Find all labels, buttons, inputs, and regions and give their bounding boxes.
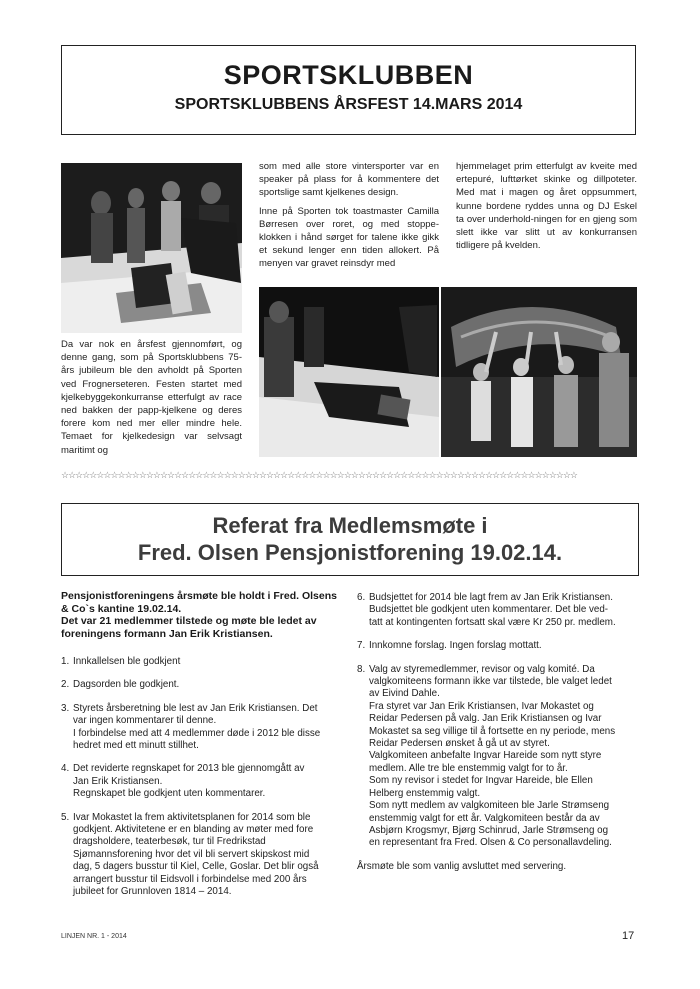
article-column-2 xyxy=(259,160,439,276)
header-box xyxy=(61,45,636,135)
referat-title-box xyxy=(61,503,639,576)
item-number: 3. xyxy=(61,702,70,714)
item-text: Det reviderte regnskapet for 2013 ble gjennomgått av Jan Erik Kristiansen. Regnskapet ble godkjent uten kommentarer. xyxy=(73,763,305,800)
item-text: Ivar Mokastet la frem aktivitetsplanen for 2014 som ble godkjent. Aktivitetene er en blanding av møter med fore dragsholdere, teaterbesøk, tur til Fredrikstad Sjømannsforening hvor det vil bli servert skipskost mid dag, 5 dagers busstur til Kiel, Celle, Goslar. Det blir også arrangert busstur til Eidsvoll i forbindelse med 200 års jubileet for Grunnloven 1814 – 2014. xyxy=(73,811,319,898)
list-item xyxy=(61,679,346,691)
referat-title-line2: Fred. Olsen Pensjonistforening 19.02.14. xyxy=(137,540,563,565)
item-number: 5. xyxy=(61,811,70,823)
page-number: 17 xyxy=(622,930,635,942)
list-item xyxy=(61,812,346,899)
item-text: Valg av styremedlemmer, revisor og valg komité. Da valgkomiteens formann ikke var tilstede, ble valget ledet av Eivind Dahle. Fra styret var Jan Erik Kristiansen, Ivar Mokastet og Reidar Pedersen på valg. Jan Erik Kristiansen og Ivar Mokastet sa seg villige til å fortsette en ny periode, mens Reidar Pedersen ønsket å gå ut av styret. Valgkomiteen anbefalte Ingvar Hareide som nytt styre medlem. Alle tre ble enstemmig valgt for to år. Som ny revisor i stedet for Ingvar Hareide, ble Ellen Helberg enstemmig valgt. Som nytt medlem av valgkomiteen ble Jarle Strømseng enstemmig valgt for ett år. Valgkomiteen består da av Asbjørn Krogsmyr, Bjørg Schinrud, Jarle Strømseng og en representant fra Fred. Olsen & Co personallavdeling. xyxy=(369,663,616,849)
photo-sled-snow xyxy=(259,287,439,457)
photo-sled-race xyxy=(61,163,242,333)
item-text: Dagsorden ble godkjent. xyxy=(73,679,180,691)
item-number: 4. xyxy=(61,763,70,775)
list-item xyxy=(357,664,647,850)
item-number: 1. xyxy=(61,656,70,667)
item-text: Innkallelsen ble godkjent xyxy=(73,656,181,667)
item-number: 8. xyxy=(357,663,366,675)
photo-carrying-sled xyxy=(441,287,637,457)
page-subtitle: SPORTSKLUBBENS ÅRSFEST 14.MARS 2014 xyxy=(174,96,523,113)
list-item xyxy=(61,703,346,753)
list-item xyxy=(357,640,647,652)
article-paragraph: Inne på Sporten tok toastmaster Camilla Børresen over roret, og med stoppe-klokken i hånd sørget for talene ikke gikk et sekund lenger enn tiden allokert. På menyen var gravet reinsdyr med xyxy=(259,205,439,270)
article-column-3 xyxy=(456,160,637,257)
page-title: SPORTSKLUBBEN xyxy=(223,60,474,90)
article-paragraph: hjemmelaget prim etterfulgt av kveite med ertepuré, lufttørket skinke og dillpoteter. Med mat i magen og året oppsummert, kunne bordene ryddes unna og DJ Eskel ta over underhold-ningen for en gjeng som slett ikke var slitt ut av konkurransen tidligere på kvelden. xyxy=(456,161,637,252)
item-number: 6. xyxy=(357,592,366,603)
footer-issue: LINJEN NR. 1 - 2014 xyxy=(61,933,127,940)
article-paragraph: Da var nok en årsfest gjennomført, og denne gang, som på Sportsklubbens 75-års jubileum ble den avholdt på Sporten ved Frognerseteren. Festen startet med kjelkebyggekonkurranse etterfulgt av race ned bakken der papp-kjelkene og deres forere kom ned mer eller mindre hele. Temaet for kjelkedesign var selvsagt maritimt og xyxy=(61,339,242,456)
list-item xyxy=(357,592,647,629)
referat-list-right xyxy=(357,592,647,873)
referat-title-line1: Referat fra Medlemsmøte i xyxy=(212,513,488,538)
star-divider: ☆☆☆☆☆☆☆☆☆☆☆☆☆☆☆☆☆☆☆☆☆☆☆☆☆☆☆☆☆☆☆☆☆☆☆☆☆☆☆☆☆☆☆☆☆☆☆☆☆☆☆☆☆☆☆☆☆☆☆☆☆☆☆☆☆☆☆☆☆☆☆☆☆ xyxy=(61,470,577,480)
list-item xyxy=(61,656,346,668)
item-number: 2. xyxy=(61,679,70,691)
referat-intro: Pensjonistforeningens årsmøte ble holdt i Fred. Olsens & Co`s kantine 19.02.14. Det var 21 medlemmer tilstede og møte ble ledet av foreningens formann Jan Erik Kristiansen. xyxy=(61,590,337,640)
item-number: 7. xyxy=(357,640,366,652)
item-text: Innkomne forslag. Ingen forslag mottatt. xyxy=(369,640,542,652)
item-text: Styrets årsberetning ble lest av Jan Erik Kristiansen. Det var ingen kommentarer til denne. I forbindelse med att 4 medlemmer døde i 2012 ble disse hedret med ett minutt stillhet. xyxy=(73,702,321,752)
referat-list-left xyxy=(61,656,346,910)
article-paragraph: som med alle store vintersporter var en speaker på plass for å kommentere det sportslige samt kjelkenes design. xyxy=(259,161,439,199)
list-item xyxy=(61,763,346,800)
item-text: Budsjettet for 2014 ble lagt frem av Jan Erik Kristiansen. Budsjettet ble godkjent uten kommentarer. Det ble ved- tatt at kontingenten fortsatt skal være Kr 250 pr. medlem. xyxy=(369,592,616,628)
referat-closing: Årsmøte ble som vanlig avsluttet med servering. xyxy=(357,860,567,872)
article-column-1 xyxy=(61,338,242,462)
